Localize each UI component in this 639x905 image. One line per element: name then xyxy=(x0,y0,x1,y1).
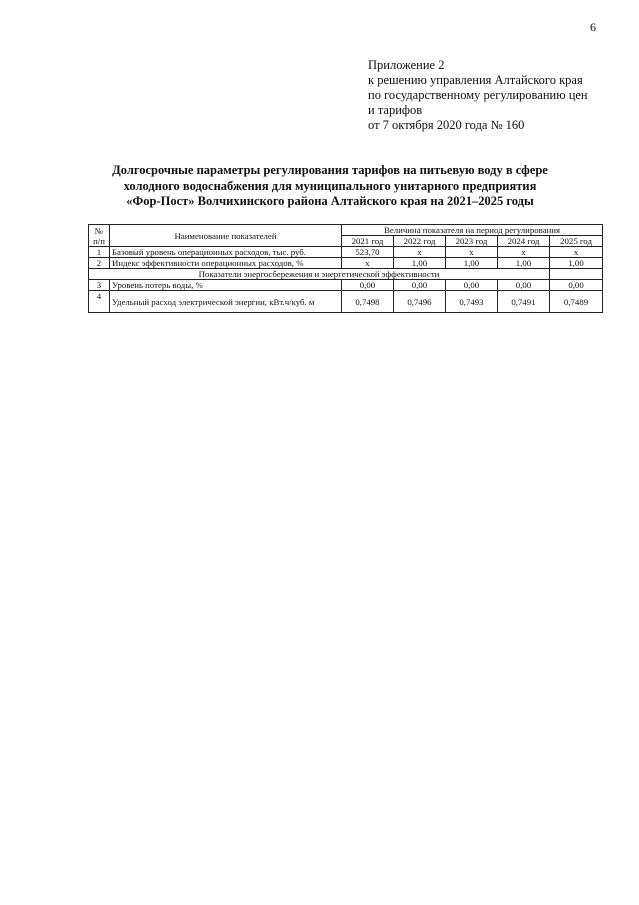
row-name: Удельный расход электрической энергии, кВт.ч/куб. м xyxy=(110,291,342,313)
appendix-line: по государственному регулированию цен xyxy=(368,88,588,102)
page-number: 6 xyxy=(590,20,596,34)
parameters-table xyxy=(88,224,603,313)
row-name: Индекс эффективности операционных расходов, % xyxy=(110,258,342,269)
header-year: 2023 год xyxy=(446,236,498,247)
row-num: 2 xyxy=(89,258,110,269)
row-value: 523,70 xyxy=(342,247,394,258)
section-label: Показатели энергосбережения и энергетической эффективности xyxy=(89,269,550,280)
row-value: 0,7489 xyxy=(550,291,603,313)
table-header-row xyxy=(89,225,603,236)
appendix-block xyxy=(368,58,588,133)
row-value: 1,00 xyxy=(498,258,550,269)
row-value: 1,00 xyxy=(446,258,498,269)
header-year: 2024 год xyxy=(498,236,550,247)
table-row xyxy=(89,280,603,291)
row-value: 0,00 xyxy=(550,280,603,291)
appendix-line: от 7 октября 2020 года № 160 xyxy=(368,118,525,132)
row-value: 0,7491 xyxy=(498,291,550,313)
appendix-line: Приложение 2 xyxy=(368,58,445,72)
row-value: 0,00 xyxy=(446,280,498,291)
row-num: 3 xyxy=(89,280,110,291)
row-value: х xyxy=(446,247,498,258)
row-value: 0,00 xyxy=(394,280,446,291)
title-line: холодного водоснабжения для муниципального унитарного предприятия xyxy=(123,178,537,193)
row-value: х xyxy=(550,247,603,258)
row-value: 0,00 xyxy=(498,280,550,291)
row-value: 0,7496 xyxy=(394,291,446,313)
row-name: Уровень потерь воды, % xyxy=(110,280,342,291)
title-line: Долгосрочные параметры регулирования тарифов на питьевую воду в сфере xyxy=(112,163,548,177)
row-name: Базовый уровень операционных расходов, тыс. руб. xyxy=(110,247,342,258)
section-empty-cell xyxy=(550,269,603,280)
row-value: х xyxy=(394,247,446,258)
table-row xyxy=(89,247,603,258)
row-num: 4 xyxy=(89,291,110,313)
appendix-line: и тарифов xyxy=(368,103,423,117)
appendix-line: к решению управления Алтайского края xyxy=(368,73,583,87)
row-value: х xyxy=(342,258,394,269)
row-value: 0,00 xyxy=(342,280,394,291)
row-value: х xyxy=(498,247,550,258)
title-line: «Фор-Пост» Волчихинского района Алтайского края на 2021–2025 годы xyxy=(126,194,534,208)
document-title xyxy=(80,163,580,210)
header-name: Наименование показателей xyxy=(110,225,342,247)
header-period: Величина показателя на период регулирования xyxy=(342,225,603,236)
header-year: 2021 год xyxy=(342,236,394,247)
header-num: № п/п xyxy=(89,225,110,247)
table-row xyxy=(89,258,603,269)
row-num: 1 xyxy=(89,247,110,258)
row-value: 1,00 xyxy=(394,258,446,269)
row-value: 1,00 xyxy=(550,258,603,269)
row-value: 0,7498 xyxy=(342,291,394,313)
header-year: 2025 год xyxy=(550,236,603,247)
header-year: 2022 год xyxy=(394,236,446,247)
table-row xyxy=(89,291,603,313)
table-section-row xyxy=(89,269,603,280)
row-value: 0,7493 xyxy=(446,291,498,313)
